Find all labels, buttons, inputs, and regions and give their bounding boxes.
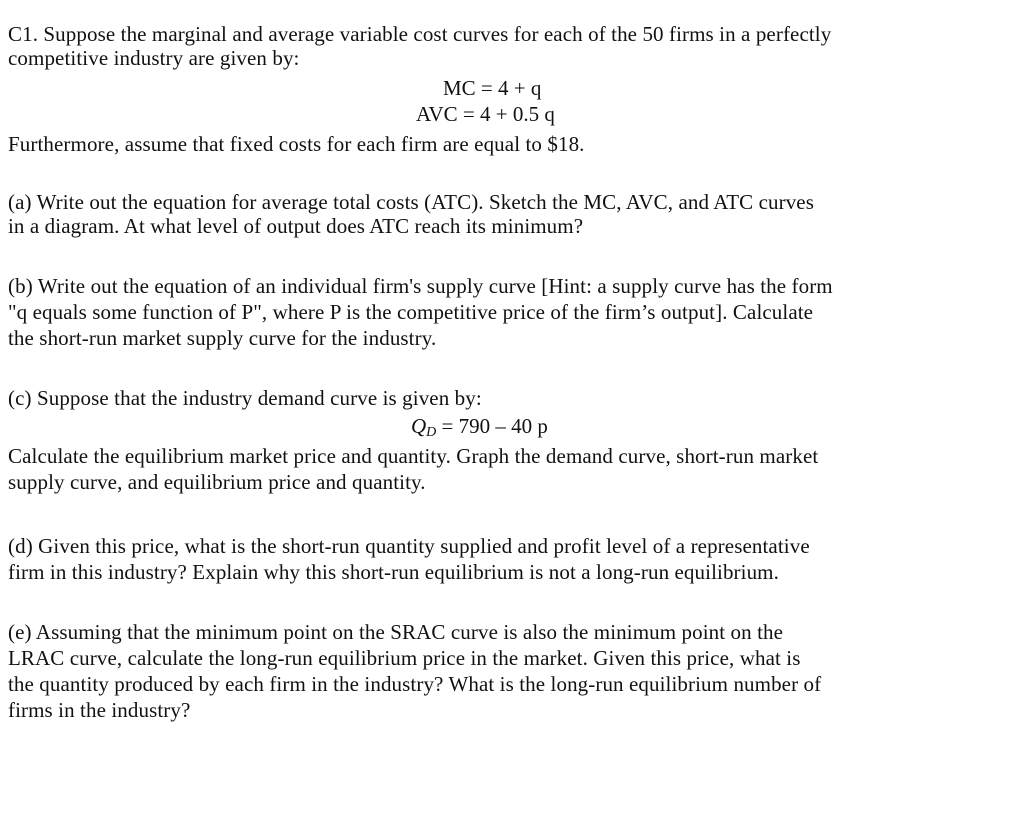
demand-q: Q: [411, 414, 427, 438]
demand-rest: = 790 – 40 p: [436, 414, 548, 438]
avc-equation: AVC = 4 + 0.5 q: [416, 102, 555, 126]
part-c-line-2: Calculate the equilibrium market price and quantity. Graph the demand curve, short-run market: [8, 444, 819, 468]
part-d-line-2: firm in this industry? Explain why this short-run equilibrium is not a long-run equilibrium.: [8, 560, 779, 584]
part-b-line-2: "q equals some function of P", where P is the competitive price of the firm’s output]. Calculate: [8, 300, 814, 324]
fixed-cost-line: Furthermore, assume that fixed costs for each firm are equal to $18.: [8, 132, 585, 156]
part-a-line-2: in a diagram. At what level of output does ATC reach its minimum?: [8, 214, 584, 238]
part-c-line-3: supply curve, and equilibrium price and quantity.: [8, 470, 426, 494]
part-c-line-1: (c) Suppose that the industry demand curve is given by:: [8, 386, 482, 410]
part-b-line-1: (b) Write out the equation of an individual firm's supply curve [Hint: a supply curve has the form: [8, 274, 833, 298]
demand-subscript: D: [426, 425, 437, 440]
part-e-line-1: (e) Assuming that the minimum point on the SRAC curve is also the minimum point on the: [8, 620, 784, 644]
part-b-line-3: the short-run market supply curve for the industry.: [8, 326, 437, 350]
part-e-line-2: LRAC curve, calculate the long-run equilibrium price in the market. Given this price, what is: [8, 646, 801, 670]
intro-line-2: competitive industry are given by:: [8, 46, 300, 70]
part-d-line-1: (d) Given this price, what is the short-run quantity supplied and profit level of a representative: [8, 534, 810, 558]
part-e-line-3: the quantity produced by each firm in the industry? What is the long-run equilibrium number of: [8, 672, 822, 696]
mc-equation: MC = 4 + q: [443, 76, 542, 100]
part-e-line-4: firms in the industry?: [8, 698, 191, 722]
intro-line-1: C1. Suppose the marginal and average variable cost curves for each of the 50 firms in a perfectly: [8, 22, 832, 46]
demand-equation: [411, 414, 548, 445]
part-a-line-1: (a) Write out the equation for average total costs (ATC). Sketch the MC, AVC, and ATC curves: [8, 190, 814, 214]
